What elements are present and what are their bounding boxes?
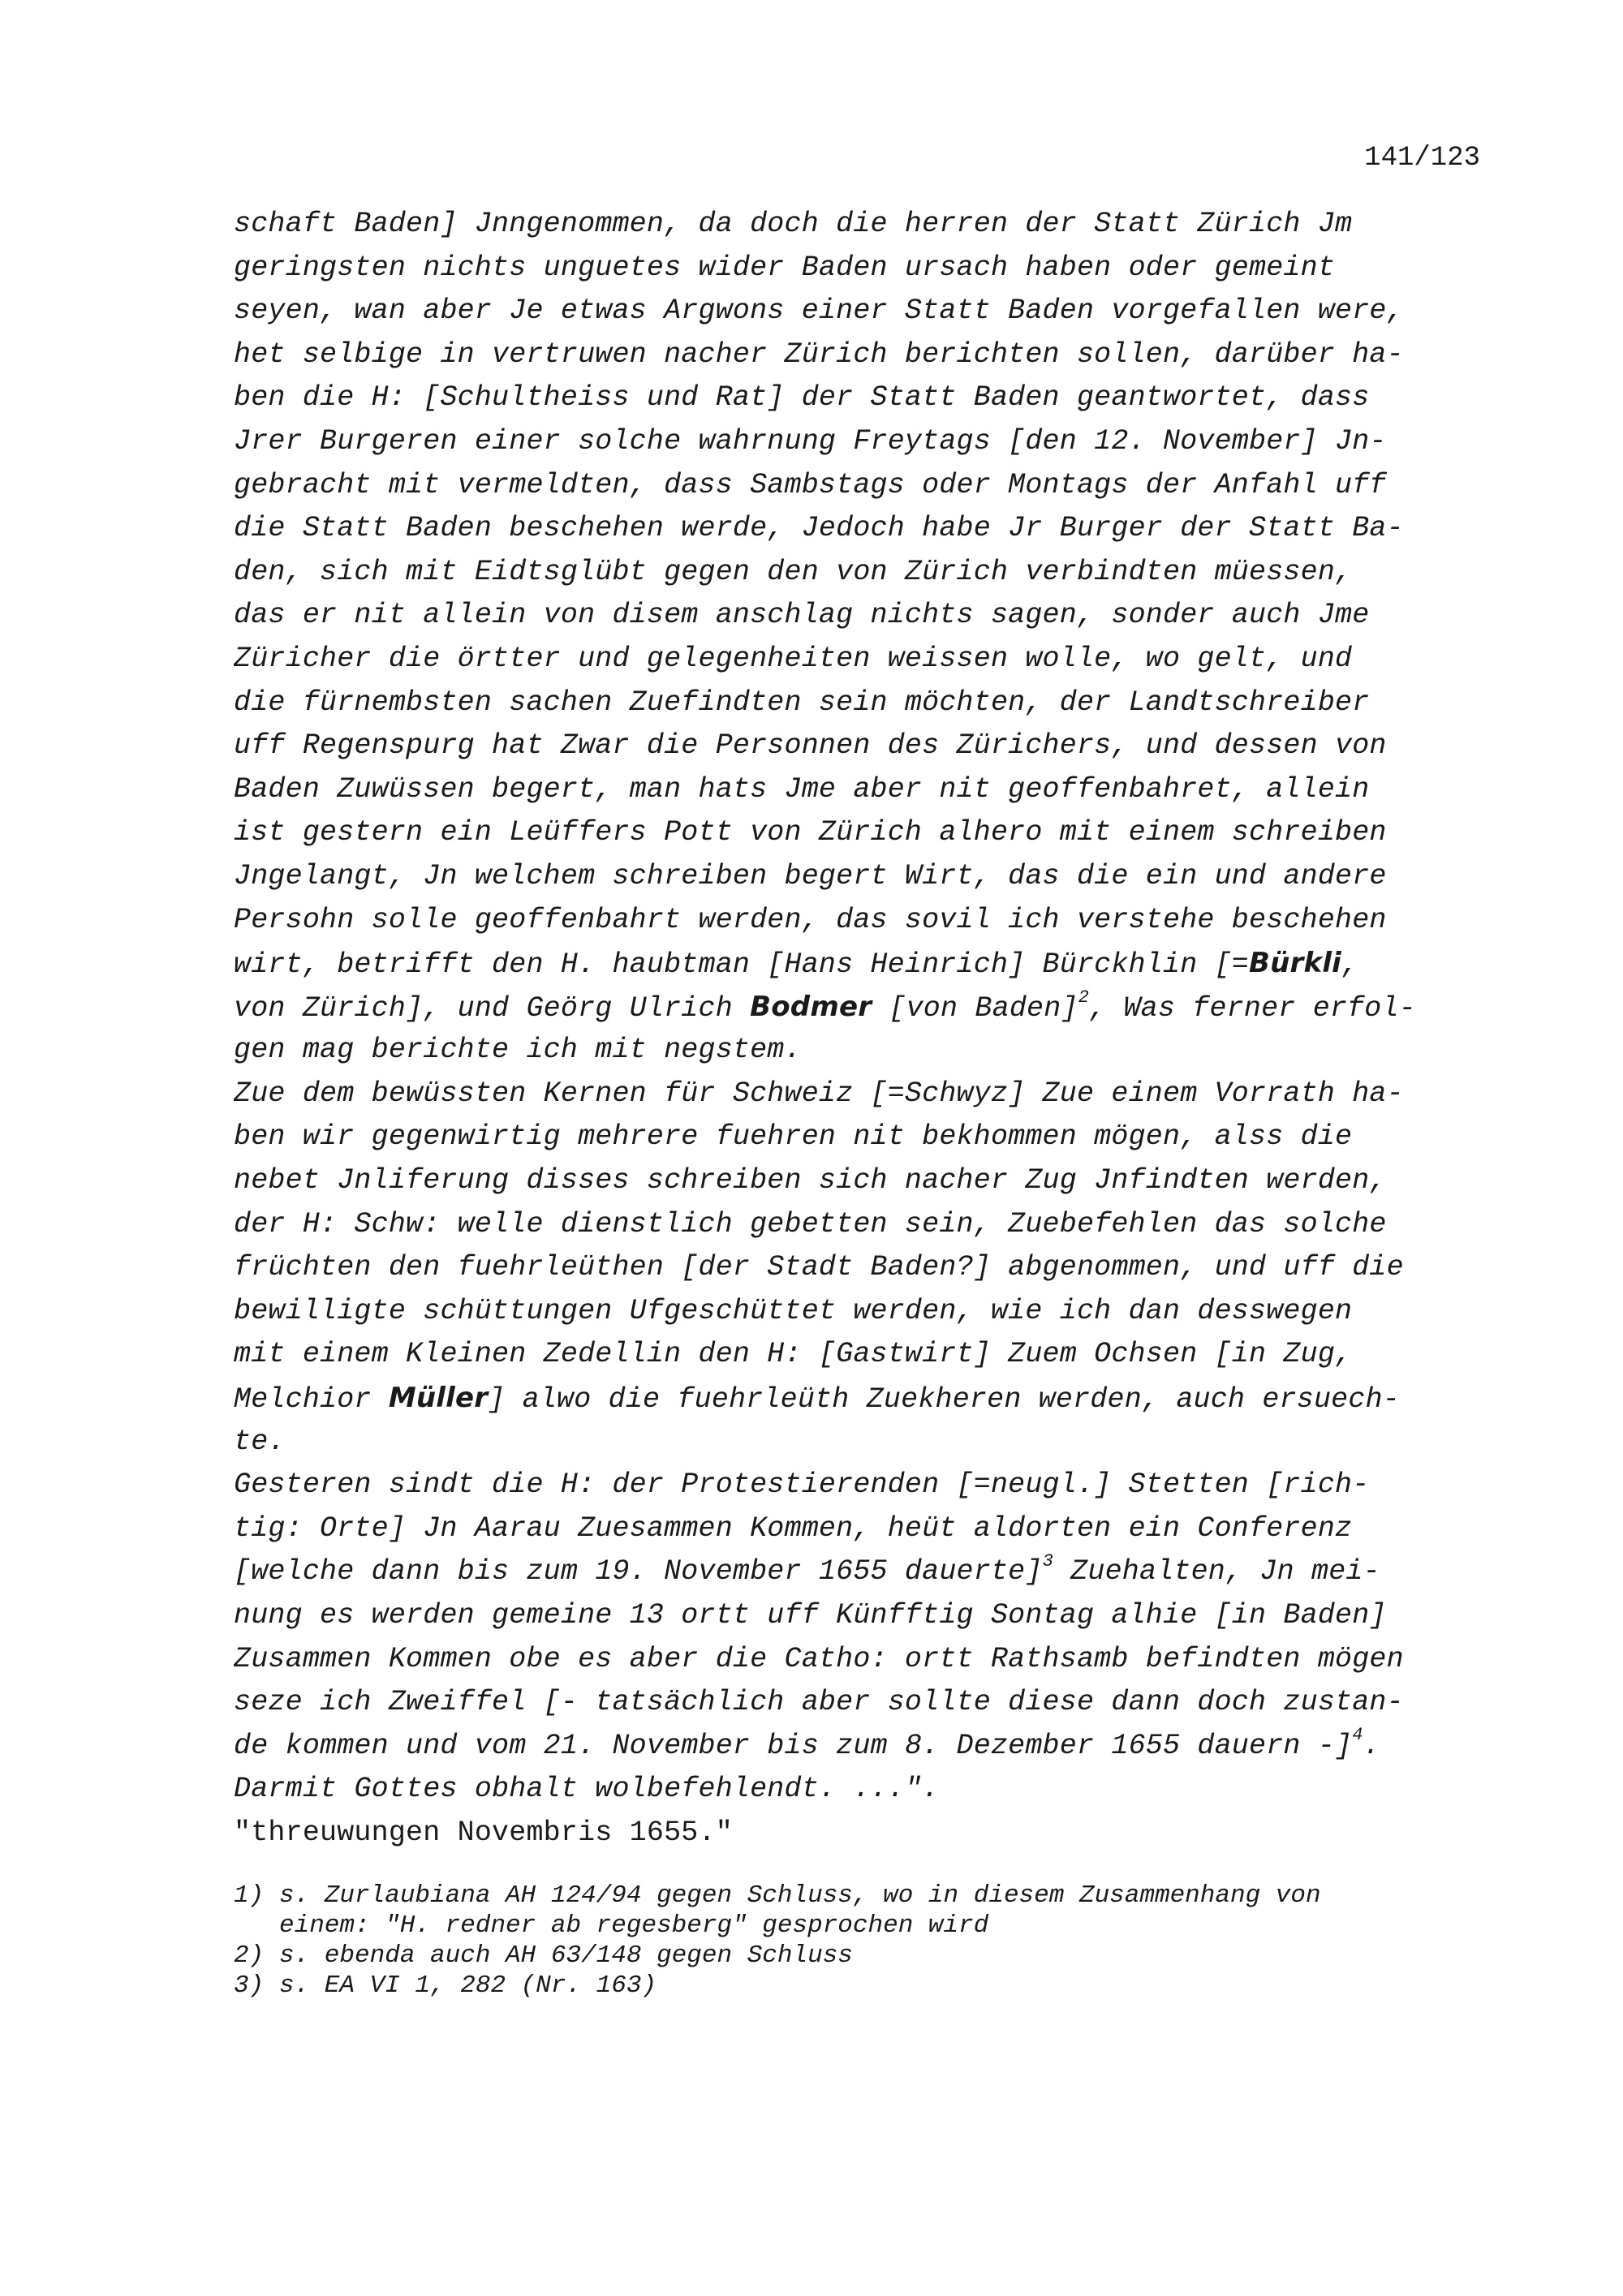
footnote-number: 3) bbox=[234, 1971, 265, 2000]
body-text bbox=[234, 203, 1451, 1855]
text-line: Darmit Gottes obhalt wolbefehlendt. ...". bbox=[234, 1773, 940, 1806]
text-line: Jngelangt, Jn welchem schreiben begert Wirt, das die ein und andere bbox=[234, 859, 1387, 892]
text-line: seyen, wan aber Je etwas Argwons einer Statt Baden vorgefallen were, bbox=[234, 295, 1404, 328]
text-line: [welche dann bis zum 19. November 1655 dauerte]$^3$ Zuehalten, Jn mei- bbox=[234, 1550, 1380, 1589]
text-line: Züricher die örtter und gelegenheiten weissen wolle, wo gelt, und bbox=[234, 642, 1353, 675]
text-line: Persohn solle geoffenbahrt werden, das sovil ich verstehe beschehen bbox=[234, 903, 1387, 936]
page-number: 141/123 bbox=[1364, 143, 1480, 174]
footnote-line: s. Zurlaubiana AH 124/94 gegen Schluss, wo in diesem Zusammenhang von bbox=[279, 1881, 1321, 1910]
text-line: früchten den fuehrleüthen [der Stadt Baden?] abgenommen, und uff die bbox=[234, 1251, 1404, 1284]
text-line: wirt, betrifft den H. haubtman [Hans Heinrich] Bürckhlin [=Bürkli, bbox=[234, 947, 1359, 982]
text-line: te. bbox=[234, 1425, 286, 1458]
text-line: bewilligte schüttungen Ufgeschüttet werden, wie ich dan desswegen bbox=[234, 1294, 1353, 1327]
text-line: den, sich mit Eidtsglübt gegen den von Zürich verbindten müessen, bbox=[234, 555, 1353, 588]
footnote-number: 2) bbox=[234, 1941, 265, 1970]
text-line: ben wir gegenwirtig mehrere fuehren nit bekhommen mögen, alss die bbox=[234, 1120, 1353, 1154]
text-line: Jrer Burgeren einer solche wahrnung Freytags [den 12. November] Jn- bbox=[234, 424, 1387, 458]
text-line: geringsten nichts unguetes wider Baden ursach haben oder gemeint bbox=[234, 251, 1336, 284]
text-line: die Statt Baden beschehen werde, Jedoch habe Jr Burger der Statt Ba- bbox=[234, 512, 1404, 545]
footnote-line: einem: "H. redner ab regesberg" gesprochen wird bbox=[279, 1911, 989, 1940]
bold-name: Bürkli bbox=[1249, 947, 1342, 980]
bold-name: Bodmer bbox=[750, 990, 872, 1023]
text-line: schaft Baden] Jnngenommen, da doch die herren der Statt Zürich Jm bbox=[234, 208, 1353, 240]
text-line: mit einem Kleinen Zedellin den H: [Gastwirt] Zuem Ochsen [in Zug, bbox=[234, 1338, 1353, 1371]
text-line: uff Regenspurg hat Zwar die Personnen des Zürichers, und dessen von bbox=[234, 729, 1387, 763]
footnote-number: 1) bbox=[234, 1881, 265, 1910]
footnote-text bbox=[279, 1941, 1451, 1971]
text-line: ben die H: [Schultheiss und Rat] der Statt Baden geantwortet, dass bbox=[234, 381, 1370, 415]
text-line: der H: Schw: welle dienstlich gebetten sein, Zuebefehlen das solche bbox=[234, 1207, 1387, 1240]
footnote-ref: 4 bbox=[1352, 1725, 1363, 1746]
footnote-line: s. EA VI 1, 282 (Nr. 163) bbox=[279, 1971, 657, 2000]
text-line: von Zürich], und Geörg Ulrich Bodmer [von Baden]$^2$, Was ferner erfol- bbox=[234, 987, 1416, 1025]
footnote-text bbox=[279, 1971, 1451, 2001]
footnote-ref: 2 bbox=[1078, 987, 1090, 1008]
text-line: Zusammen Kommen obe es aber die Catho: ortt Rathsamb befindten mögen bbox=[234, 1642, 1404, 1675]
footnote-text bbox=[279, 1881, 1451, 1941]
text-line: "threuwungen Novembris 1655." bbox=[234, 1816, 733, 1849]
bold-name: Müller bbox=[388, 1382, 489, 1415]
text-line: seze ich Zweiffel [- tatsächlich aber sollte diese dann doch zustan- bbox=[234, 1686, 1404, 1719]
text-line: Gesteren sindt die H: der Protestierenden [=neugl.] Stetten [rich- bbox=[234, 1468, 1370, 1502]
text-line: gebracht mit vermeldten, dass Sambstags oder Montags der Anfahl uff bbox=[234, 468, 1387, 501]
footnote bbox=[234, 1941, 1451, 1971]
text-line: nung es werden gemeine 13 ortt uff Künfftig Sontag alhie [in Baden] bbox=[234, 1599, 1387, 1632]
text-line: Zue dem bewüssten Kernen für Schweiz [=Schwyz] Zue einem Vorrath ha- bbox=[234, 1077, 1404, 1110]
text-line: tig: Orte] Jn Aarau Zuesammen Kommen, heüt aldorten ein Conferenz bbox=[234, 1511, 1353, 1545]
footnote-line: s. ebenda auch AH 63/148 gegen Schluss bbox=[279, 1941, 853, 1970]
text-line: Melchior Müller] alwo die fuehrleüth Zuekheren werden, auch ersuech- bbox=[234, 1382, 1400, 1417]
text-line: ist gestern ein Leüffers Pott von Zürich alhero mit einem schreiben bbox=[234, 816, 1387, 849]
text-line: de kommen und vom 21. November bis zum 8. Dezember 1655 dauern -]$^4$. bbox=[234, 1725, 1380, 1762]
text-line: Baden Zuwüssen begert, man hats Jme aber nit geoffenbahret, allein bbox=[234, 772, 1370, 806]
footnote bbox=[234, 1971, 1451, 2001]
text-line: die fürnembsten sachen Zuefindten sein möchten, der Landtschreiber bbox=[234, 686, 1370, 719]
footnotes bbox=[234, 1881, 1451, 2001]
footnote bbox=[234, 1881, 1451, 1941]
text-line: gen mag berichte ich mit negstem. bbox=[234, 1034, 802, 1067]
text-line: das er nit allein von disem anschlag nichts sagen, sonder auch Jme bbox=[234, 599, 1370, 632]
text-line: het selbige in vertruwen nacher Zürich berichten sollen, darüber ha- bbox=[234, 338, 1404, 371]
footnote-ref: 3 bbox=[1042, 1550, 1053, 1572]
text-line: nebet Jnliferung disses schreiben sich nacher Zug Jnfindten werden, bbox=[234, 1164, 1387, 1197]
